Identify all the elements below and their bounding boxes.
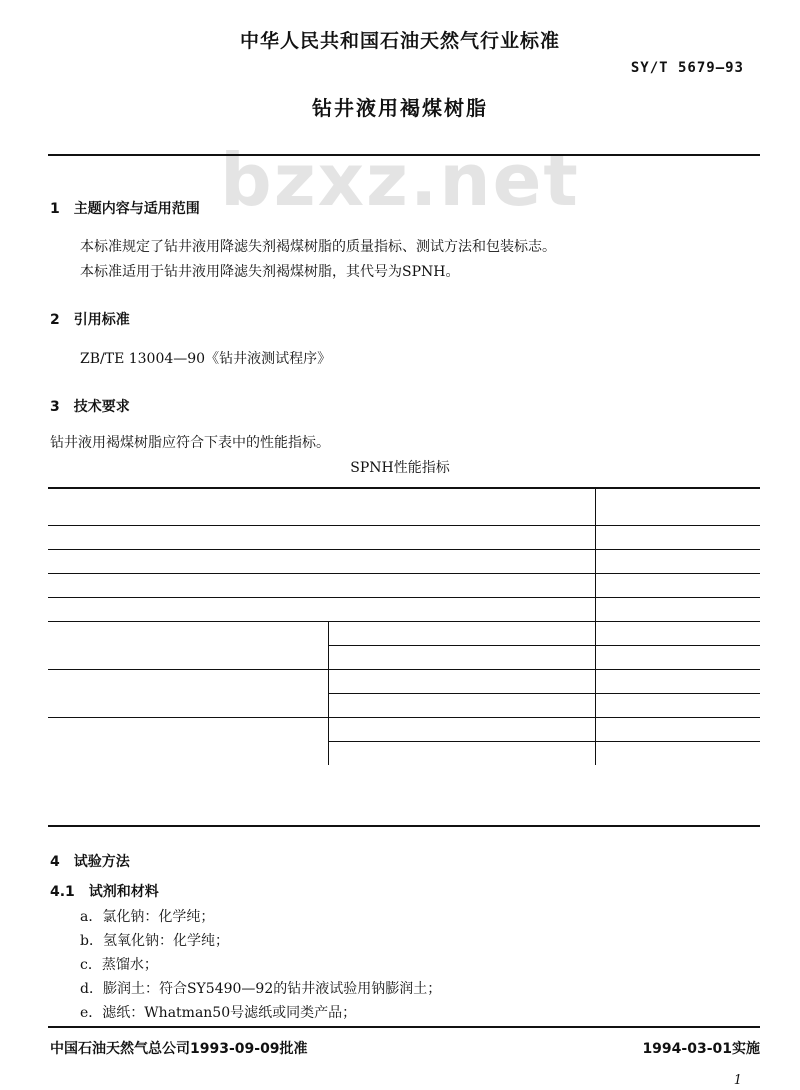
group-value bbox=[596, 670, 761, 694]
table-bottom-rule bbox=[48, 825, 760, 827]
row-item bbox=[48, 550, 596, 574]
list-item: c．蒸馏水； bbox=[80, 957, 158, 973]
group-item bbox=[48, 718, 329, 766]
table-row bbox=[48, 574, 760, 598]
group-sub-item bbox=[329, 622, 596, 646]
section-1-heading: 1 主题内容与适用范围 bbox=[50, 201, 200, 217]
group-value bbox=[596, 742, 761, 766]
group-value bbox=[596, 646, 761, 670]
section-4-heading: 4 试验方法 bbox=[50, 854, 130, 870]
group-value bbox=[596, 622, 761, 646]
approval-text: 中国石油天然气总公司1993-09-09批准 bbox=[50, 1041, 308, 1057]
list-item: b．氢氧化钠：化学纯； bbox=[80, 933, 229, 949]
section-4-1-heading: 4.1 试剂和材料 bbox=[50, 884, 159, 900]
table-row bbox=[48, 526, 760, 550]
row-item bbox=[48, 598, 596, 622]
implementation-date: 1994-03-01实施 bbox=[642, 1041, 760, 1057]
spec-table bbox=[48, 489, 760, 765]
section-2-heading: 2 引用标准 bbox=[50, 312, 130, 328]
header-divider bbox=[48, 154, 760, 156]
row-value bbox=[596, 550, 761, 574]
footer-divider bbox=[48, 1026, 760, 1028]
section-3-intro: 钻井液用褐煤树脂应符合下表中的性能指标。 bbox=[50, 435, 330, 451]
row-item bbox=[48, 574, 596, 598]
list-item: a．氯化钠：化学纯； bbox=[80, 909, 215, 925]
table-row bbox=[48, 598, 760, 622]
section-3-heading: 3 技术要求 bbox=[50, 399, 130, 415]
org-title: 中华人民共和国石油天然气行业标准 bbox=[239, 30, 560, 52]
group-sub-item bbox=[329, 694, 596, 718]
page-number: 1 bbox=[733, 1073, 742, 1088]
standard-code: SY/T 5679—93 bbox=[630, 60, 744, 76]
row-item bbox=[48, 526, 596, 550]
document-title: 钻井液用褐煤树脂 bbox=[312, 96, 488, 120]
row-value bbox=[596, 574, 761, 598]
group-item bbox=[48, 670, 329, 718]
group-item bbox=[48, 622, 329, 670]
table-row bbox=[48, 718, 760, 742]
row-value bbox=[596, 598, 761, 622]
group-value bbox=[596, 718, 761, 742]
list-item: e．滤纸：Whatman50号滤纸或同类产品； bbox=[80, 1005, 357, 1021]
table-row bbox=[48, 550, 760, 574]
reference-standard: ZB/TE 13004—90《钻井液测试程序》 bbox=[80, 351, 332, 367]
table-caption: SPNH性能指标 bbox=[350, 460, 450, 476]
value-column-header bbox=[596, 489, 761, 526]
group-sub-item bbox=[329, 718, 596, 742]
group-sub-item bbox=[329, 646, 596, 670]
group-value bbox=[596, 694, 761, 718]
group-sub-item bbox=[329, 742, 596, 766]
section-1-paragraph-1: 本标准规定了钻井液用降滤失剂褐煤树脂的质量指标、测试方法和包装标志。 bbox=[80, 239, 556, 255]
item-column-header bbox=[48, 489, 596, 526]
group-sub-item bbox=[329, 670, 596, 694]
row-value bbox=[596, 526, 761, 550]
list-item: d．膨润土：符合SY5490—92的钻井液试验用钠膨润土； bbox=[80, 981, 442, 997]
section-1-paragraph-2: 本标准适用于钻井液用降滤失剂褐煤树脂，其代号为SPNH。 bbox=[80, 264, 460, 280]
watermark: bzxz.net bbox=[220, 138, 580, 222]
table-row bbox=[48, 622, 760, 646]
table-row bbox=[48, 670, 760, 694]
table-header-row bbox=[48, 489, 760, 526]
